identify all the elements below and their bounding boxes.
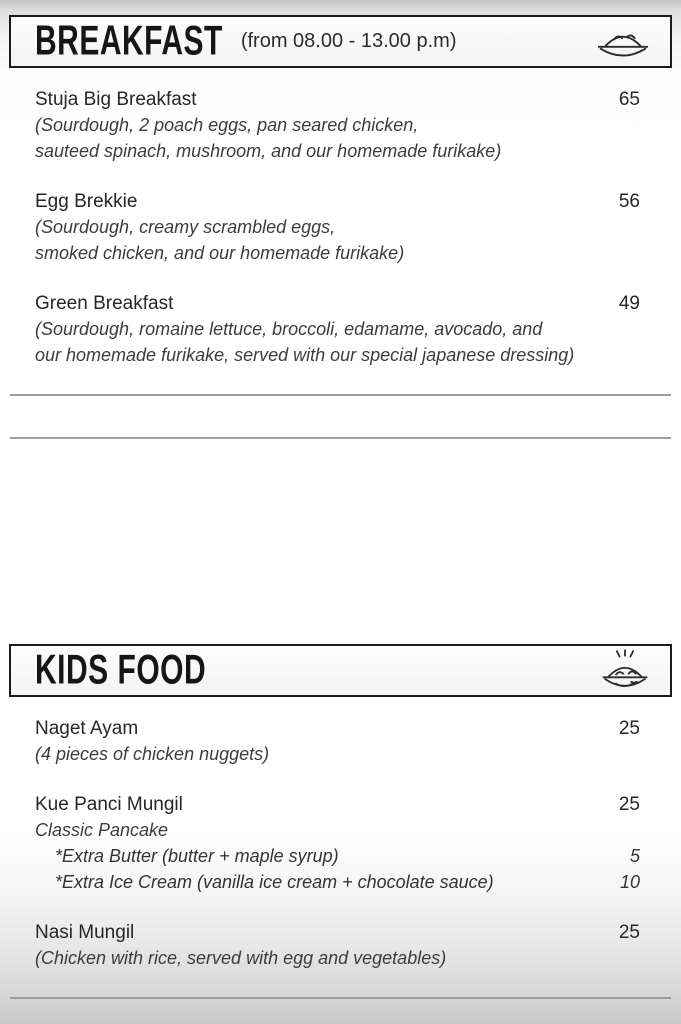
item-name: Stuja Big Breakfast	[35, 89, 197, 110]
item-name: Nasi Mungil	[35, 922, 135, 943]
item-desc-line: our homemade furikake, served with our special japanese dressing)	[35, 345, 575, 365]
menu-section-header-kids-food	[9, 644, 672, 697]
extra-label: *Extra Butter (butter + maple syrup)	[55, 846, 339, 866]
item-name: Green Breakfast	[35, 293, 174, 314]
item-desc-line: smoked chicken, and our homemade furikake)	[35, 243, 405, 263]
section-title-kids-food: KIDS FOOD	[35, 647, 207, 693]
item-desc-line: Classic Pancake	[35, 820, 169, 840]
item-desc-line: (4 pieces of chicken nuggets)	[35, 744, 270, 764]
divider	[10, 394, 671, 396]
blank-space	[0, 439, 681, 644]
section-title-breakfast: BREAKFAST	[35, 18, 223, 64]
smiling-dish-icon	[598, 648, 652, 694]
item-price: 65	[618, 89, 640, 110]
item-name: Egg Brekkie	[35, 191, 138, 212]
menu-item-naget-ayam	[35, 717, 640, 767]
item-desc-line: sauteed spinach, mushroom, and our homemade furikake)	[35, 141, 502, 161]
menu-item-green-breakfast	[35, 292, 640, 368]
extra-label: *Extra Ice Cream (vanilla ice cream + chocolate sauce)	[55, 872, 494, 892]
menu-item-kue-panci-mungil	[35, 793, 640, 895]
menu-item-stuja-big-breakfast	[35, 88, 640, 164]
item-price: 49	[618, 293, 640, 314]
item-desc-line: (Sourdough, 2 poach eggs, pan seared chicken,	[35, 115, 419, 135]
item-price: 25	[618, 794, 640, 815]
extra-price: 5	[629, 846, 640, 866]
item-price: 25	[618, 922, 640, 943]
breakfast-items	[0, 68, 681, 368]
kids-food-items	[0, 697, 681, 971]
item-desc-line: (Sourdough, romaine lettuce, broccoli, edamame, avocado, and	[35, 319, 543, 339]
extra-item-ice-cream	[35, 869, 640, 895]
section-subtitle-breakfast: (from 08.00 - 13.00 p.m)	[240, 30, 457, 52]
extra-item-butter	[35, 843, 640, 869]
menu-section-header-breakfast	[9, 15, 672, 68]
cloche-dish-icon	[594, 22, 652, 62]
divider	[10, 997, 671, 999]
menu-item-egg-brekkie	[35, 190, 640, 266]
item-name: Naget Ayam	[35, 718, 139, 739]
item-price: 25	[618, 718, 640, 739]
item-name: Kue Panci Mungil	[35, 794, 183, 815]
menu-item-nasi-mungil	[35, 921, 640, 971]
item-desc-line: (Sourdough, creamy scrambled eggs,	[35, 217, 336, 237]
item-price: 56	[618, 191, 640, 212]
item-desc-line: (Chicken with rice, served with egg and vegetables)	[35, 948, 447, 968]
extra-price: 10	[619, 872, 640, 892]
